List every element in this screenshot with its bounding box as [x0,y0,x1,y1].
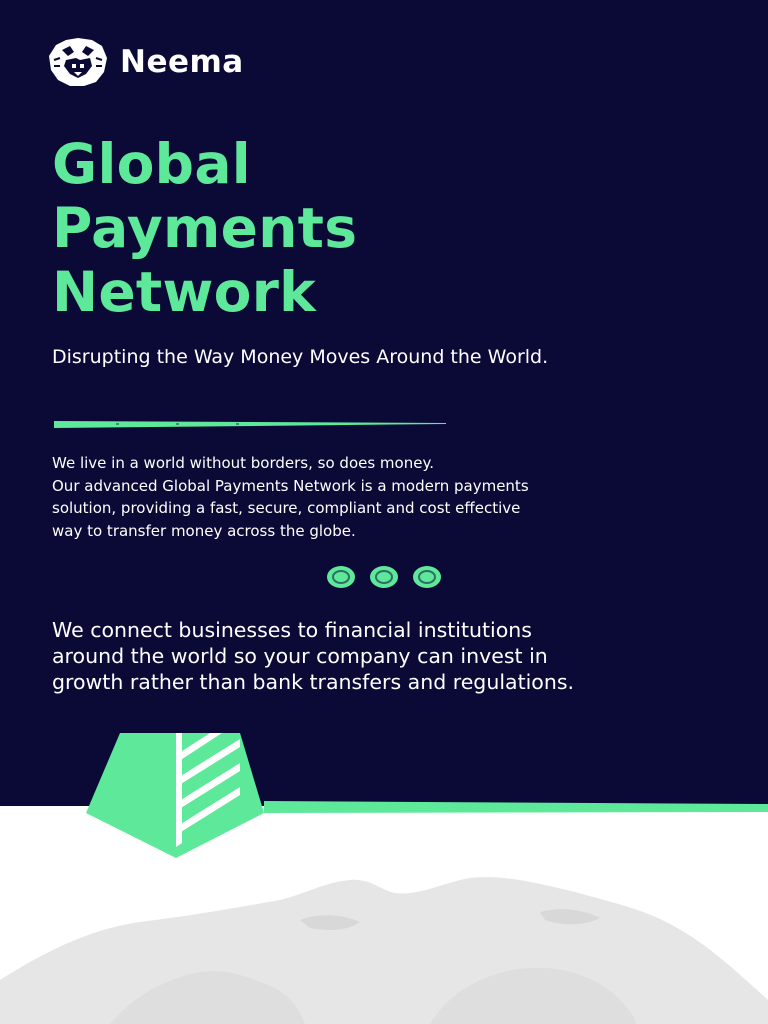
dot-icon [413,566,441,588]
statement-line: growth rather than bank transfers and regulations. [52,670,575,694]
decorative-pennant [0,725,768,865]
intro-line: We live in a world without borders, so does money. [52,454,434,472]
decorative-dots [327,566,441,588]
subtitle: Disrupting the Way Money Moves Around the World. [52,346,549,368]
dot-icon [327,566,355,588]
brand-name: Neema [120,43,244,80]
title-line: Network [52,260,317,324]
brand-logo [46,36,244,88]
statement-line: We connect businesses to financial institutions [52,618,532,642]
intro-line: solution, providing a fast, secure, compliant and cost effective [52,499,521,517]
title-line: Payments [52,196,358,260]
title-line: Global [52,132,251,196]
page-title [52,132,692,324]
intro-line: Our advanced Global Payments Network is a modern payments [52,476,529,495]
statement-paragraph [52,617,752,695]
intro-line: way to transfer money across the globe. [52,521,356,540]
divider-line [54,418,446,430]
world-map-graphic [0,860,768,1024]
statement-line: around the world so your company can invest in [52,644,548,668]
dot-icon [370,566,398,588]
intro-paragraph [52,452,732,542]
lion-head-icon [46,36,110,88]
